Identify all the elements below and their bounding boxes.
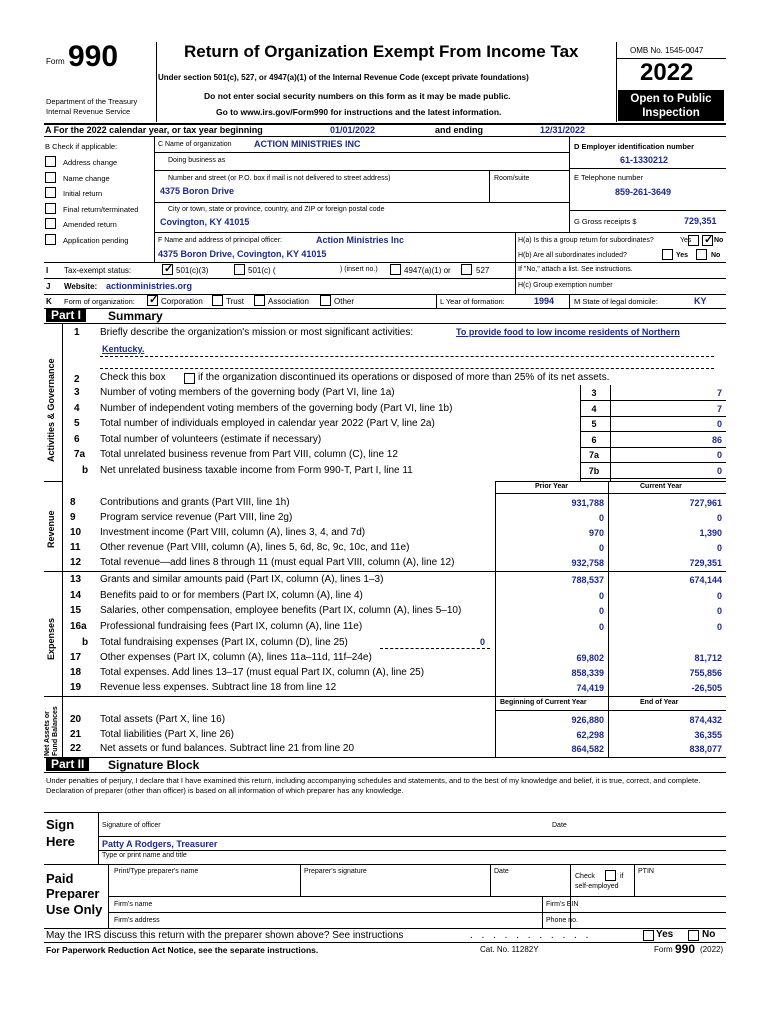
use-only-label: Use Only [46, 902, 103, 917]
mission-line-1: To provide food to low income residents of Northern [456, 327, 680, 337]
form-of-org-label: Form of organization: [64, 297, 135, 306]
money-line-num: 17 [70, 652, 82, 663]
applicable-checkbox[interactable] [45, 156, 56, 167]
gov-line-value: 86 [711, 434, 722, 445]
type-name-label: Type or print name and title [102, 852, 187, 859]
line-16b-text: Total fundraising expenses (Part IX, column (D), line 25) [100, 637, 348, 648]
insert-no-label: ) (insert no.) [340, 266, 378, 273]
money-line-text: Program service revenue (Part VIII, line 2g) [100, 512, 293, 523]
row-rule [580, 400, 726, 401]
prior-year-value: 926,880 [571, 715, 604, 725]
gov-line-text: Number of voting members of the governing body (Part VI, line 1a) [100, 387, 395, 398]
sign-date-label: Date [552, 822, 567, 829]
current-year-value: 81,712 [694, 653, 722, 663]
subordinates-question: H(b) Are all subordinates included? [518, 252, 627, 259]
line-k-letter: K [46, 297, 52, 306]
subordinates-yes-checkbox[interactable] [662, 249, 673, 260]
money-line-text: Professional fundraising fees (Part IX, column (A), line 11e) [100, 620, 363, 632]
part-ii-title: Signature Block [108, 758, 200, 772]
applicable-checkbox[interactable] [45, 187, 56, 198]
line-2-num: 2 [74, 374, 80, 385]
current-year-value: 36,355 [694, 729, 722, 740]
room-suite-label: Room/suite [494, 175, 530, 182]
officer-address: 4375 Boron Drive, Covington, KY 41015 [158, 249, 327, 259]
org-corporation-checkbox[interactable] [147, 295, 158, 306]
current-year-value: 0 [716, 621, 722, 632]
org-trust-checkbox[interactable] [212, 295, 223, 306]
check-label: Check [575, 873, 595, 880]
money-line-num: 15 [70, 605, 82, 616]
org-other-label: Other [334, 297, 355, 306]
form-subtitle: Under section 501(c), 527, or 4947(a)(1) of the Internal Revenue Code (except private foundations) [158, 73, 529, 82]
side-label-revenue: Revenue [46, 510, 56, 548]
discuss-no-checkbox[interactable] [688, 930, 699, 941]
discuss-yes-label: Yes [656, 929, 674, 940]
current-year-value: 0 [716, 606, 722, 616]
open-to-public-badge: Open to Public Inspection [618, 90, 724, 121]
gov-line-box: 5 [591, 419, 597, 429]
side-label-expenses: Expenses [46, 617, 56, 660]
prior-year-value: 970 [588, 528, 604, 538]
current-year-header: Current Year [640, 483, 682, 490]
irs-discuss-question: May the IRS discuss this return with the preparer shown above? See instructions [46, 930, 404, 941]
ein-value: 61-1330212 [620, 155, 669, 165]
prior-year-value: 931,788 [571, 498, 604, 508]
section-rule [62, 696, 726, 697]
applicable-checkbox[interactable] [45, 172, 56, 183]
prior-year-value: 62,298 [576, 729, 604, 740]
prior-year-value: 0 [598, 606, 604, 616]
org-name: ACTION MINISTRIES INC [254, 139, 361, 149]
status-501c-label: 501(c) ( [248, 266, 276, 275]
gov-line-value: 7 [716, 388, 722, 398]
current-year-value: 0 [716, 513, 722, 523]
subordinates-yes-label: Yes [676, 252, 689, 259]
applicable-label: Name change [63, 173, 110, 183]
current-year-value: 874,432 [689, 715, 722, 725]
here-label: Here [46, 834, 75, 849]
money-line-text: Total liabilities (Part X, line 26) [100, 728, 234, 740]
part-i-title: Summary [108, 309, 163, 323]
org-corporation-label: Corporation [161, 297, 203, 306]
group-exemption-label: H(c) Group exemption number [518, 282, 613, 289]
current-year-value: 674,144 [689, 575, 722, 585]
preparer-date-label: Date [494, 868, 509, 875]
mission-line-2: Kentucky. [102, 344, 145, 354]
signer-name: Patty A Rodgers, Treasurer [102, 839, 218, 849]
row-rule [580, 431, 726, 432]
subordinates-no-label: No [711, 252, 721, 259]
group-return-no-checkbox[interactable] [702, 235, 713, 246]
officer-label: F Name and address of principal officer: [158, 237, 282, 244]
money-line-text: Total revenue—add lines 8 through 11 (must equal Part VIII, column (A), line 12) [100, 557, 455, 568]
line-2-text-b: if the organization discontinued its operations or disposed of more than 25% of its net assets. [198, 372, 610, 383]
prior-year-value: 0 [598, 513, 604, 523]
ssn-notice: Do not enter social security numbers on this form as it may be made public. [204, 91, 511, 101]
officer-signature-label: Signature of officer [102, 822, 161, 829]
perjury-statement: Under penalties of perjury, I declare that I have examined this return, including accompanying schedules and statements, and to the best of my knowledge and belief, it is true, correct, and complete. Declaration of preparer (other than officer) is based on all information of which preparer has any knowledge. [46, 776, 701, 795]
money-line-num: 10 [70, 527, 82, 538]
status-4947-checkbox[interactable] [390, 264, 401, 275]
money-line-num: 9 [70, 512, 76, 523]
money-line-text: Other expenses (Part IX, column (A), lines 11a–11d, 11f–24e) [100, 652, 372, 663]
org-association-label: Association [268, 297, 309, 306]
form-word: Form [46, 57, 65, 66]
prior-year-value: 74,419 [576, 683, 604, 693]
tax-year-begin: 01/01/2022 [330, 125, 376, 135]
money-line-num: 16a [70, 620, 87, 632]
line-1-text: Briefly describe the organization's mission or most significant activities: [100, 327, 414, 338]
money-line-text: Other revenue (Part VIII, column (A), lines 5, 6d, 8c, 9c, 10c, and 11e) [100, 542, 410, 553]
street-address: 4375 Boron Drive [160, 186, 235, 196]
gov-line-box: 4 [591, 403, 597, 414]
footer-form-word: Form [654, 945, 673, 954]
prior-year-value: 0 [598, 590, 604, 601]
money-line-text: Investment income (Part VIII, column (A), lines 3, 4, and 7d) [100, 527, 366, 538]
line-i-letter: I [46, 266, 49, 275]
gov-line-text: Total unrelated business revenue from Part VIII, column (C), line 12 [100, 449, 398, 460]
applicable-label: Application pending [63, 235, 129, 245]
state-domicile-label: M State of legal domicile: [574, 297, 658, 306]
officer-name: Action Ministries Inc [316, 235, 405, 245]
gov-line-text: Net unrelated business taxable income from Form 990-T, Part I, line 11 [100, 464, 413, 476]
group-return-question: H(a) Is this a group return for subordinates? [518, 237, 654, 244]
form-number: 990 [68, 40, 119, 73]
prior-year-value: 788,537 [571, 575, 604, 585]
applicable-checkbox[interactable] [45, 234, 56, 245]
org-other-checkbox[interactable] [320, 295, 331, 306]
beginning-year-header: Beginning of Current Year [500, 699, 587, 706]
website-value: actionministries.org [106, 281, 193, 291]
state-domicile-value: KY [694, 296, 707, 306]
gov-line-num: 4 [74, 402, 80, 414]
gov-box-rule [580, 385, 581, 481]
prior-year-header: Prior Year [535, 483, 568, 490]
applicable-label: Amended return [63, 220, 117, 229]
dba-label: Doing business as [168, 157, 226, 164]
current-year-value: 727,961 [689, 498, 722, 508]
money-line-text: Total expenses. Add lines 13–17 (must equal Part IX, column (A), line 25) [100, 667, 425, 678]
phone-no-label: Phone no. [546, 917, 578, 924]
prior-year-value: 0 [598, 621, 604, 632]
line-j-letter: J [46, 282, 51, 291]
gov-line-num: 6 [74, 433, 80, 445]
prior-year-value: 864,582 [571, 744, 604, 754]
gov-line-value: 0 [716, 419, 722, 429]
tax-year: 2022 [640, 59, 694, 86]
line-a-label: A For the 2022 calendar year, or tax year beginning [45, 125, 263, 135]
discontinued-checkbox[interactable] [184, 373, 195, 384]
omb-number: OMB No. 1545-0047 [630, 46, 704, 55]
tax-year-end: 12/31/2022 [540, 125, 586, 135]
money-line-num: 11 [70, 542, 81, 553]
footer-form-number: 990 [675, 942, 696, 956]
subordinates-no-checkbox[interactable] [696, 249, 707, 260]
gov-line-num: 5 [74, 418, 80, 429]
line-2-text-a: Check this box [100, 372, 166, 383]
status-501c-checkbox[interactable] [234, 264, 245, 275]
firm-name-label: Firm's name [114, 901, 153, 908]
group-return-yes-label: Yes [680, 237, 692, 244]
tax-exempt-label: Tax-exempt status: [64, 266, 132, 275]
current-year-value: 729,351 [689, 558, 722, 568]
gov-line-box: 7b [588, 465, 600, 476]
if-label: if [620, 873, 624, 880]
street-label: Number and street (or P.O. box if mail is not delivered to street address) [168, 175, 391, 182]
row-rule [580, 447, 726, 448]
gross-receipts-label: G Gross receipts $ [574, 217, 637, 226]
money-line-num: 8 [70, 497, 76, 508]
firm-ein-label: Firm's EIN [546, 901, 579, 908]
org-association-checkbox[interactable] [254, 295, 265, 306]
prior-year-value: 69,802 [576, 653, 604, 663]
self-employed-label: self-employed [575, 883, 619, 890]
dept-treasury: Department of the Treasury [46, 97, 138, 106]
side-label-net-assets: Net Assets or Fund Balances [44, 706, 59, 756]
side-label-governance: Activities & Governance [46, 358, 56, 462]
current-year-value: 755,856 [689, 668, 722, 678]
ptin-label: PTIN [638, 868, 654, 875]
current-year-value: -26,505 [691, 683, 722, 693]
gov-line-box: 3 [591, 388, 597, 398]
discuss-leader-dots: . . . . . . . . . . . [470, 930, 592, 941]
year-formation-label: L Year of formation: [440, 297, 505, 306]
gov-line-text: Total number of volunteers (estimate if necessary) [100, 433, 322, 445]
status-501c3-label: 501(c)(3) [176, 266, 209, 275]
applicable-label: Final return/terminated [63, 204, 139, 214]
applicable-label: Initial return [63, 189, 103, 198]
current-year-value: 0 [716, 590, 722, 601]
section-b-label: B Check if applicable: [45, 142, 118, 151]
line-16b-value: 0 [480, 637, 486, 647]
form-title: Return of Organization Exempt From Income Tax [184, 42, 579, 61]
applicable-label: Address change [63, 158, 118, 167]
phone-label: E Telephone number [574, 173, 644, 182]
discuss-yes-checkbox[interactable] [643, 930, 654, 941]
end-year-header: End of Year [640, 699, 679, 706]
prior-year-value: 932,758 [571, 558, 604, 568]
gov-line-box: 7a [588, 450, 599, 460]
section-rule [62, 571, 726, 572]
footer-form-year: (2022) [700, 945, 724, 954]
phone-value: 859-261-3649 [615, 187, 672, 197]
part-i-label: Part I [46, 308, 86, 322]
current-year-value: 1,390 [699, 528, 722, 538]
gov-line-value: 0 [716, 465, 722, 476]
status-527-checkbox[interactable] [461, 264, 472, 275]
firm-address-label: Firm's address [114, 917, 160, 924]
discuss-no-label: No [702, 929, 716, 940]
money-line-num: 22 [70, 743, 82, 754]
money-line-text: Revenue less expenses. Subtract line 18 from line 12 [100, 682, 337, 693]
current-year-value: 838,077 [689, 744, 722, 754]
status-501c3-checkbox[interactable] [162, 264, 173, 275]
gov-line-value: 0 [716, 450, 722, 460]
sign-label: Sign [46, 817, 75, 832]
row-rule [580, 416, 726, 417]
gross-receipts-value: 729,351 [684, 216, 717, 226]
gov-line-text: Total number of individuals employed in calendar year 2022 (Part V, line 2a) [100, 418, 435, 429]
gov-line-num: 3 [74, 387, 80, 398]
preparer-name-label: Print/Type preparer's name [114, 868, 199, 875]
dept-irs: Internal Revenue Service [46, 107, 131, 116]
applicable-checkbox[interactable] [45, 218, 56, 229]
money-line-text: Total assets (Part X, line 16) [100, 714, 226, 725]
money-line-num: 14 [70, 589, 82, 601]
city-label: City or town, state or province, country, and ZIP or foreign postal code [168, 206, 385, 213]
instructions-notice: Go to www.irs.gov/Form990 for instructions and the latest information. [216, 107, 502, 117]
gov-line-num: 7a [74, 449, 86, 460]
applicable-checkbox[interactable] [45, 203, 56, 214]
group-return-no-label: No [714, 237, 724, 244]
current-year-value: 0 [716, 543, 722, 553]
money-line-num: 13 [70, 574, 82, 585]
self-employed-checkbox[interactable] [605, 870, 616, 881]
and-ending-label: and ending [435, 125, 483, 135]
preparer-label: Preparer [46, 886, 100, 901]
money-line-text: Benefits paid to or for members (Part IX, column (A), line 4) [100, 589, 363, 601]
ein-label: D Employer identification number [574, 142, 695, 151]
part-ii-label: Part II [46, 757, 89, 771]
status-527-label: 527 [476, 266, 490, 275]
money-line-text: Contributions and grants (Part VIII, line 1h) [100, 497, 290, 508]
money-line-text: Salaries, other compensation, employee benefits (Part IX, column (A), lines 5–10) [100, 605, 462, 616]
year-formation-value: 1994 [534, 296, 555, 306]
gov-line-value: 7 [716, 403, 722, 414]
org-name-label: C Name of organization [158, 141, 232, 148]
gov-box-rule [610, 385, 611, 481]
catalog-number: Cat. No. 11282Y [480, 945, 539, 954]
line-1-num: 1 [74, 327, 80, 338]
paperwork-notice: For Paperwork Reduction Act Notice, see the separate instructions. [46, 945, 319, 955]
gov-line-num: b [82, 464, 89, 476]
prior-year-value: 0 [598, 543, 604, 553]
money-line-num: 19 [70, 682, 82, 693]
prior-year-value: 858,339 [571, 668, 604, 678]
money-line-text: Net assets or fund balances. Subtract line 21 from line 20 [100, 743, 355, 754]
website-label: Website: [64, 282, 98, 291]
gov-line-box: 6 [591, 434, 597, 445]
money-line-num: 12 [70, 557, 82, 568]
money-line-num: 20 [70, 714, 82, 725]
preparer-signature-label: Preparer's signature [304, 868, 367, 875]
row-rule [580, 462, 726, 463]
line-16b-num: b [82, 637, 89, 648]
paid-label: Paid [46, 871, 74, 886]
org-trust-label: Trust [226, 297, 244, 306]
money-line-num: 18 [70, 667, 82, 678]
city-state-zip: Covington, KY 41015 [160, 217, 250, 227]
attach-list-note: If "No," attach a list. See instructions. [518, 266, 633, 273]
money-line-num: 21 [70, 728, 82, 740]
row-rule [580, 478, 726, 479]
money-line-text: Grants and similar amounts paid (Part IX, column (A), lines 1–3) [100, 574, 384, 585]
gov-line-text: Number of independent voting members of the governing body (Part VI, line 1b) [100, 402, 453, 414]
status-4947-label: 4947(a)(1) or [404, 266, 451, 275]
